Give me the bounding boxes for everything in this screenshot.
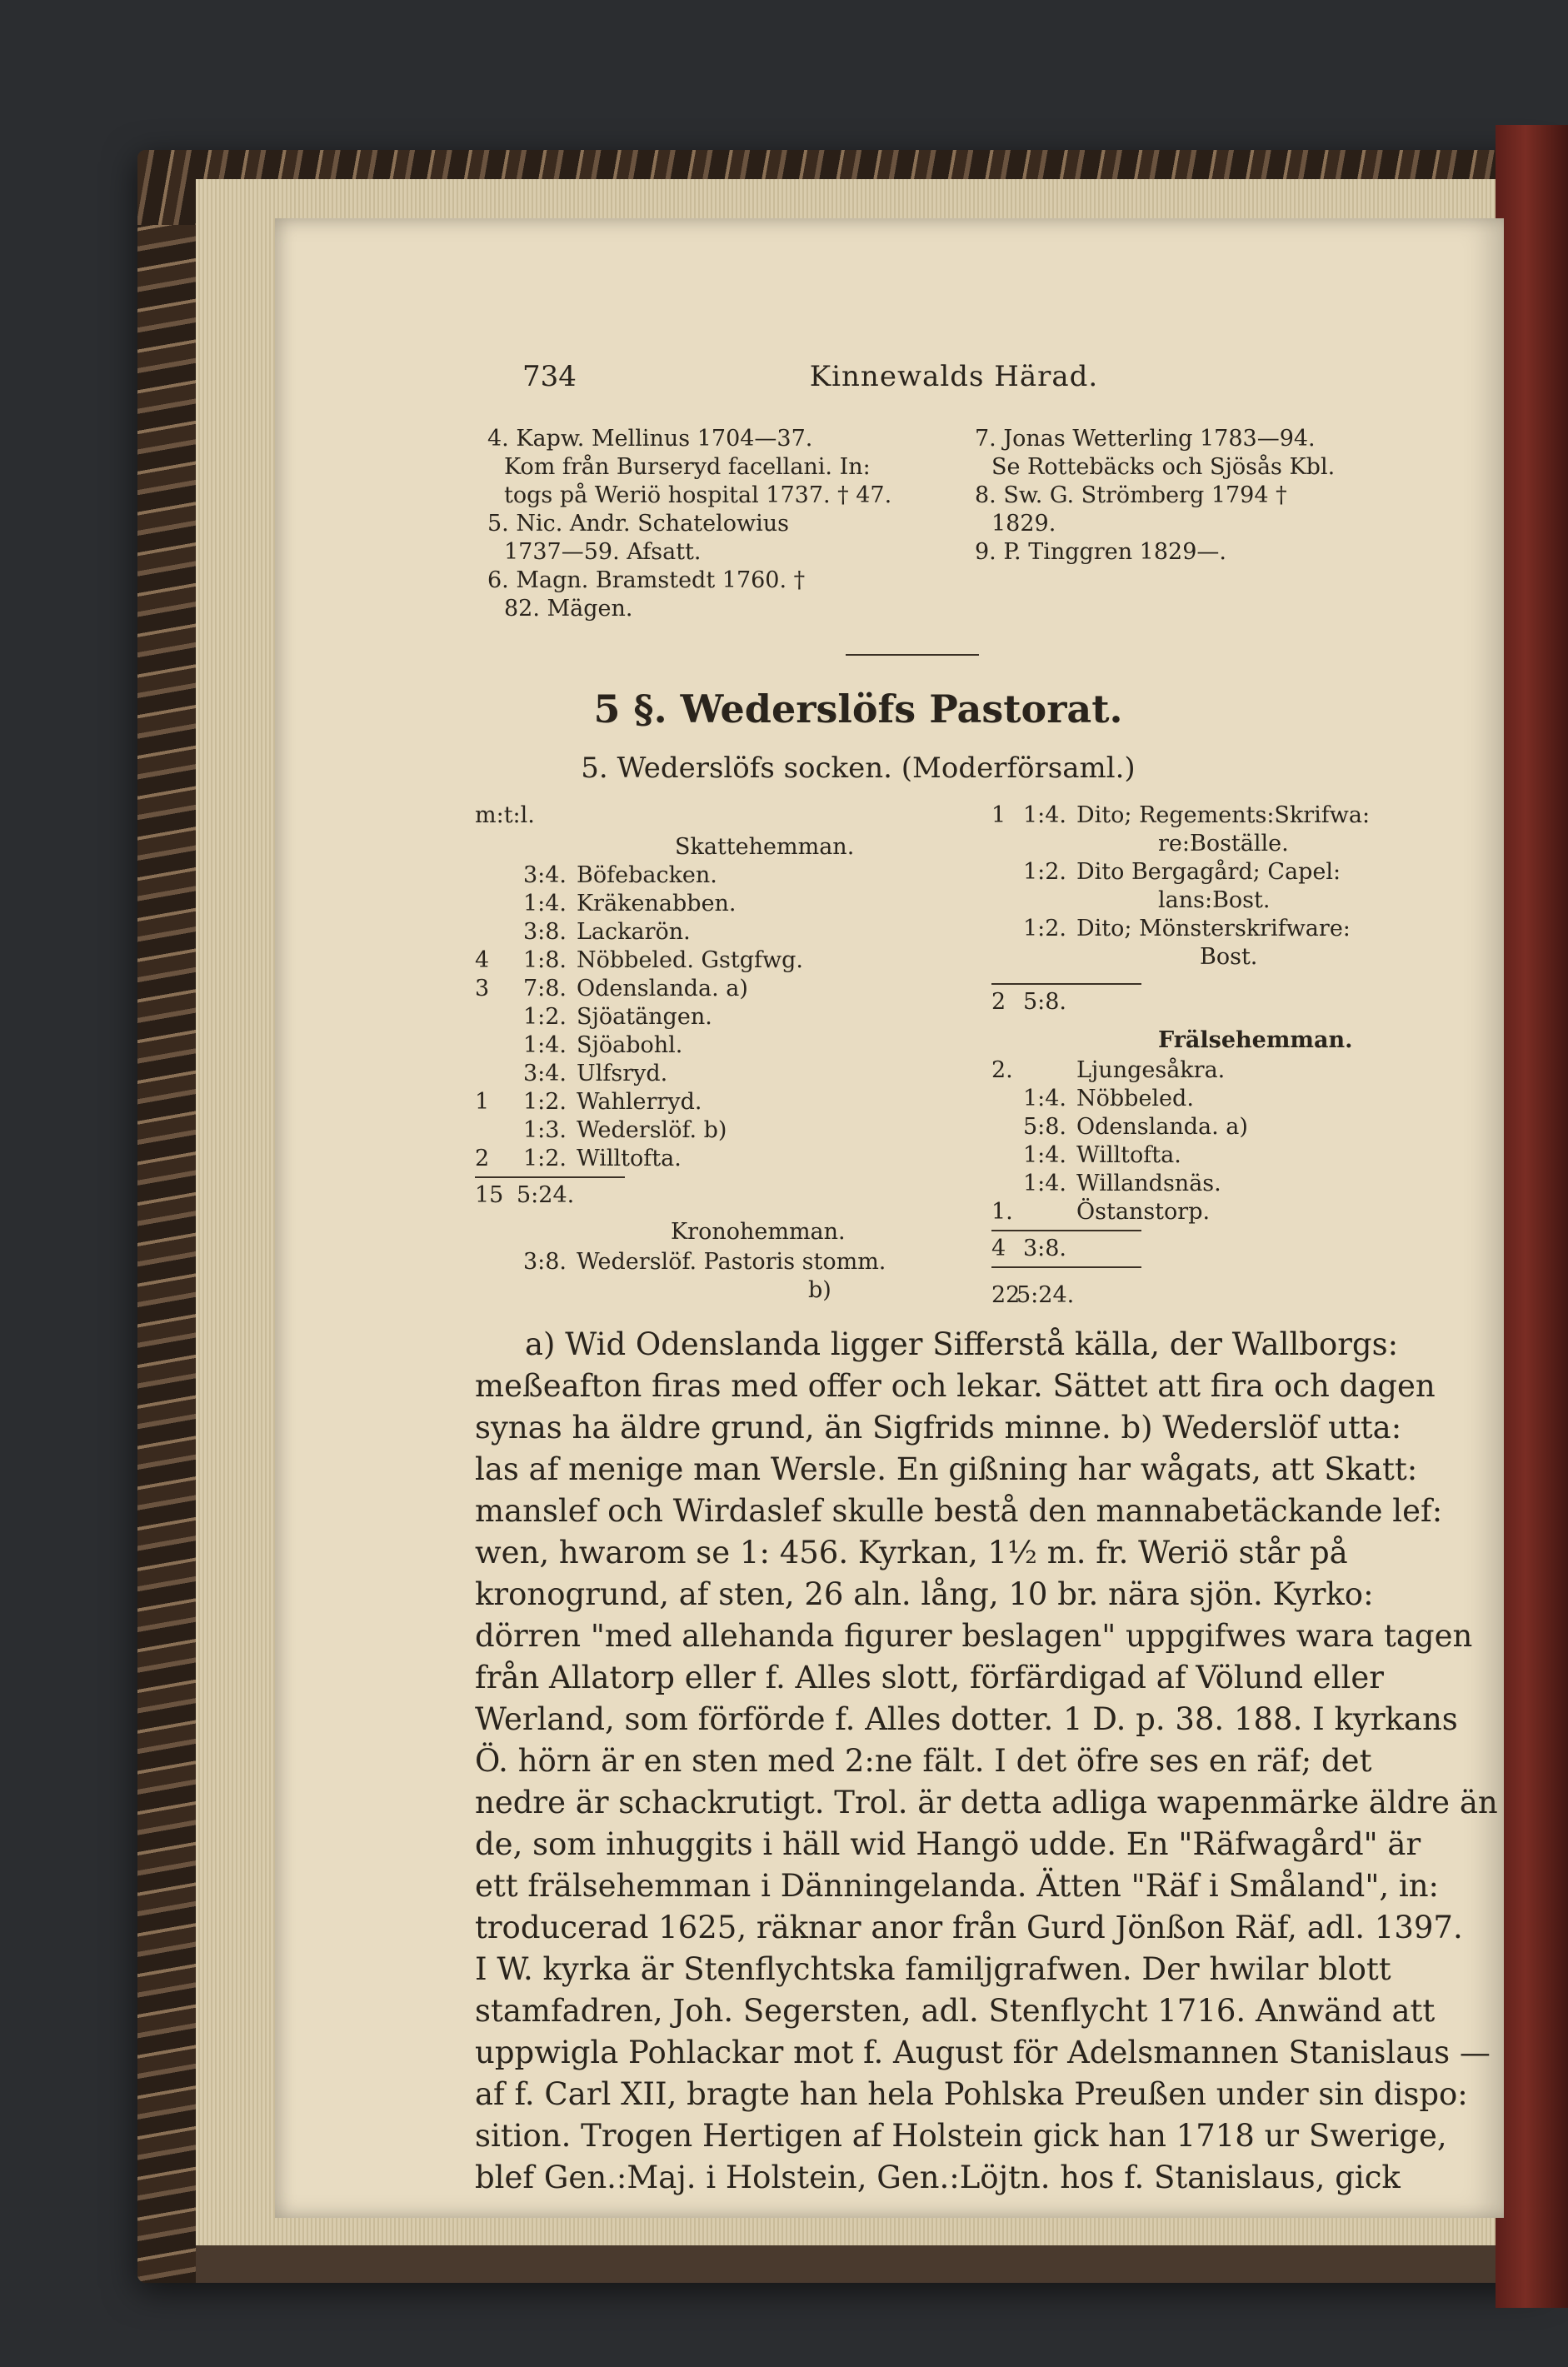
body-line: uppwigla Pohlackar mot f. August för Adelsmannen Stanislaus — [475, 2035, 1491, 2070]
body-line: ett frälsehemman i Dänningelanda. Ätten "Räf i Småland", in: [475, 1868, 1440, 1904]
table-row: 3:8. Lackarön. [522, 919, 691, 945]
left-table-rows [475, 861, 803, 1173]
table-row: 2. Ljungesåkra. [991, 1057, 1226, 1083]
table-row: 1:2. Dito Bergagård; Capel: [1022, 859, 1341, 885]
marbled-edge-left [137, 150, 196, 2283]
body-line: nedre är schackrutigt. Trol. är detta adliga wapenmärke äldre än [475, 1785, 1498, 1820]
entry-line: 6. Magn. Bramstedt 1760. † [487, 567, 806, 593]
col-header: m:t:l. [475, 802, 535, 828]
group-title-fralsehemman: Frälsehemman. [1158, 1027, 1353, 1053]
entry-line: 4. Kapw. Mellinus 1704—37. [487, 426, 813, 452]
table-row: 3 7:8. Odenslanda. a) [475, 976, 748, 1001]
right-subtotal-row: 2 5:8. [991, 989, 1066, 1015]
table-row: 1:3. Wederslöf. b) [522, 1117, 727, 1143]
section-title: 5 §. Wederslöfs Pastorat. [593, 687, 1123, 732]
entry-line: 7. Jonas Wetterling 1783—94. [975, 426, 1316, 452]
table-row: 1. Östanstorp. [991, 1199, 1211, 1225]
entry-line: 1737—59. Afsatt. [504, 539, 702, 565]
entry-line: 82. Mägen. [504, 596, 633, 622]
krono-row: 3:8. Wederslöf. Pastoris stomm. [522, 1249, 886, 1275]
left-total-row: 15 5:24. [475, 1182, 575, 1208]
body-line: af f. Carl XII, bragte han hela Pohlska Preußen under sin dispo: [475, 2076, 1468, 2112]
fralse-rows [991, 1056, 1248, 1226]
page-number: 734 [522, 360, 577, 393]
book-spine [1496, 125, 1568, 2308]
body-line: wen, hwarom se 1: 456. Kyrkan, 1½ m. fr. Weriö står på [475, 1535, 1348, 1571]
total-rule [475, 1176, 625, 1178]
body-line: Ö. hörn är en sten med 2:ne fält. I det öfre ses en räf; det [475, 1743, 1372, 1779]
table-row: 1:4. Willtofta. [1022, 1142, 1181, 1168]
book-page [275, 218, 1504, 2218]
entry-line: togs på Weriö hospital 1737. † 47. [504, 482, 892, 508]
body-line: från Allatorp eller f. Alles slott, förfärdigad af Völund eller [475, 1660, 1384, 1695]
table-row: lans:Bost. [1158, 887, 1271, 913]
table-row: 1:4. Sjöabohl. [522, 1032, 683, 1058]
entry-line: Kom från Burseryd facellani. In: [504, 454, 871, 480]
body-line: Werland, som förförde f. Alles dotter. 1 D. p. 38. 188. I kyrkans [475, 1701, 1458, 1737]
entry-line: 8. Sw. G. Strömberg 1794 † [975, 482, 1287, 508]
krono-note: b) [808, 1277, 831, 1303]
body-line: kronogrund, af sten, 26 aln. lång, 10 br. nära sjön. Kyrko: [475, 1576, 1374, 1612]
body-line: sition. Trogen Hertigen af Holstein gick han 1718 ur Swerige, [475, 2118, 1447, 2154]
entry-line: 5. Nic. Andr. Schatelowius [487, 511, 789, 537]
body-line: I W. kyrka är Stenflychtska familjgrafwen. Der hwilar blott [475, 1951, 1391, 1987]
top-left-entries [487, 425, 891, 623]
grand-total-row: 225:24. [991, 1282, 1075, 1308]
table-row: 1:2. Dito; Mönsterskrifware: [1022, 916, 1351, 941]
top-right-entries [975, 425, 1335, 567]
group-title-skattehemman: Skattehemman. [675, 834, 855, 860]
section-subtitle: 5. Wederslöfs socken. (Moderförsaml.) [581, 752, 1136, 785]
body-line: stamfadren, Joh. Segersten, adl. Stenflycht 1716. Anwänd att [475, 1993, 1436, 2029]
table-row: 1 1:4. Dito; Regements:Skrifwa: [991, 802, 1371, 828]
table-row: 3:4. Böfebacken. [522, 862, 717, 888]
fralse-total-row: 4 3:8. [991, 1236, 1066, 1261]
body-line: las af menige man Wersle. En gißning har wågats, att Skatt: [475, 1451, 1418, 1487]
entry-line: Se Rottebäcks och Sjösås Kbl. [991, 454, 1336, 480]
table-row: 3:4. Ulfsryd. [522, 1061, 668, 1086]
group-title-kronohemman: Kronohemman. [671, 1219, 846, 1245]
table-row: 1:4. Nöbbeled. [1022, 1086, 1194, 1111]
body-line: troducerad 1625, räknar anor från Gurd Jönßon Räf, adl. 1397. [475, 1910, 1463, 1945]
table-row: 1:2. Sjöatängen. [522, 1004, 712, 1030]
table-row: 5:8. Odenslanda. a) [1022, 1114, 1248, 1140]
table-row: 4 1:8. Nöbbeled. Gstgfwg. [475, 947, 804, 973]
table-row: 2 1:2. Willtofta. [475, 1146, 682, 1171]
entry-line: 1829. [991, 511, 1056, 537]
subtotal-rule [991, 983, 1141, 985]
table-row: 1:4. Kräkenabben. [522, 891, 737, 916]
body-line: blef Gen.:Maj. i Holstein, Gen.:Löjtn. hos f. Stanislaus, gick [475, 2160, 1401, 2195]
grand-total-rule [991, 1266, 1141, 1268]
entry-line: 9. P. Tinggren 1829—. [975, 539, 1226, 565]
table-row: Bost. [1200, 944, 1258, 970]
section-divider [846, 654, 979, 656]
table-row: 1:4. Willandsnäs. [1022, 1171, 1221, 1196]
fralse-total-rule-top [991, 1230, 1141, 1231]
table-row: re:Boställe. [1158, 831, 1289, 856]
body-line: a) Wid Odenslanda ligger Sifferstå källa, der Wallborgs: [525, 1326, 1399, 1362]
body-line: meßeafton firas med offer och lekar. Sättet att fira och dagen [475, 1368, 1436, 1404]
body-line: manslef och Wirdaslef skulle bestå den mannabetäckande lef: [475, 1493, 1443, 1529]
right-table-rows [991, 801, 1370, 971]
body-line: synas ha äldre grund, än Sigfrids minne. b) Wederslöf utta: [475, 1410, 1402, 1446]
table-row: 1 1:2. Wahlerryd. [475, 1089, 702, 1115]
body-line: dörren "med allehanda figurer beslagen" uppgifwes wara tagen [475, 1618, 1473, 1654]
body-line: de, som inhuggits i häll wid Hangö udde. En "Räfwagård" är [475, 1826, 1421, 1862]
running-title: Kinnewalds Härad. [809, 360, 1099, 393]
